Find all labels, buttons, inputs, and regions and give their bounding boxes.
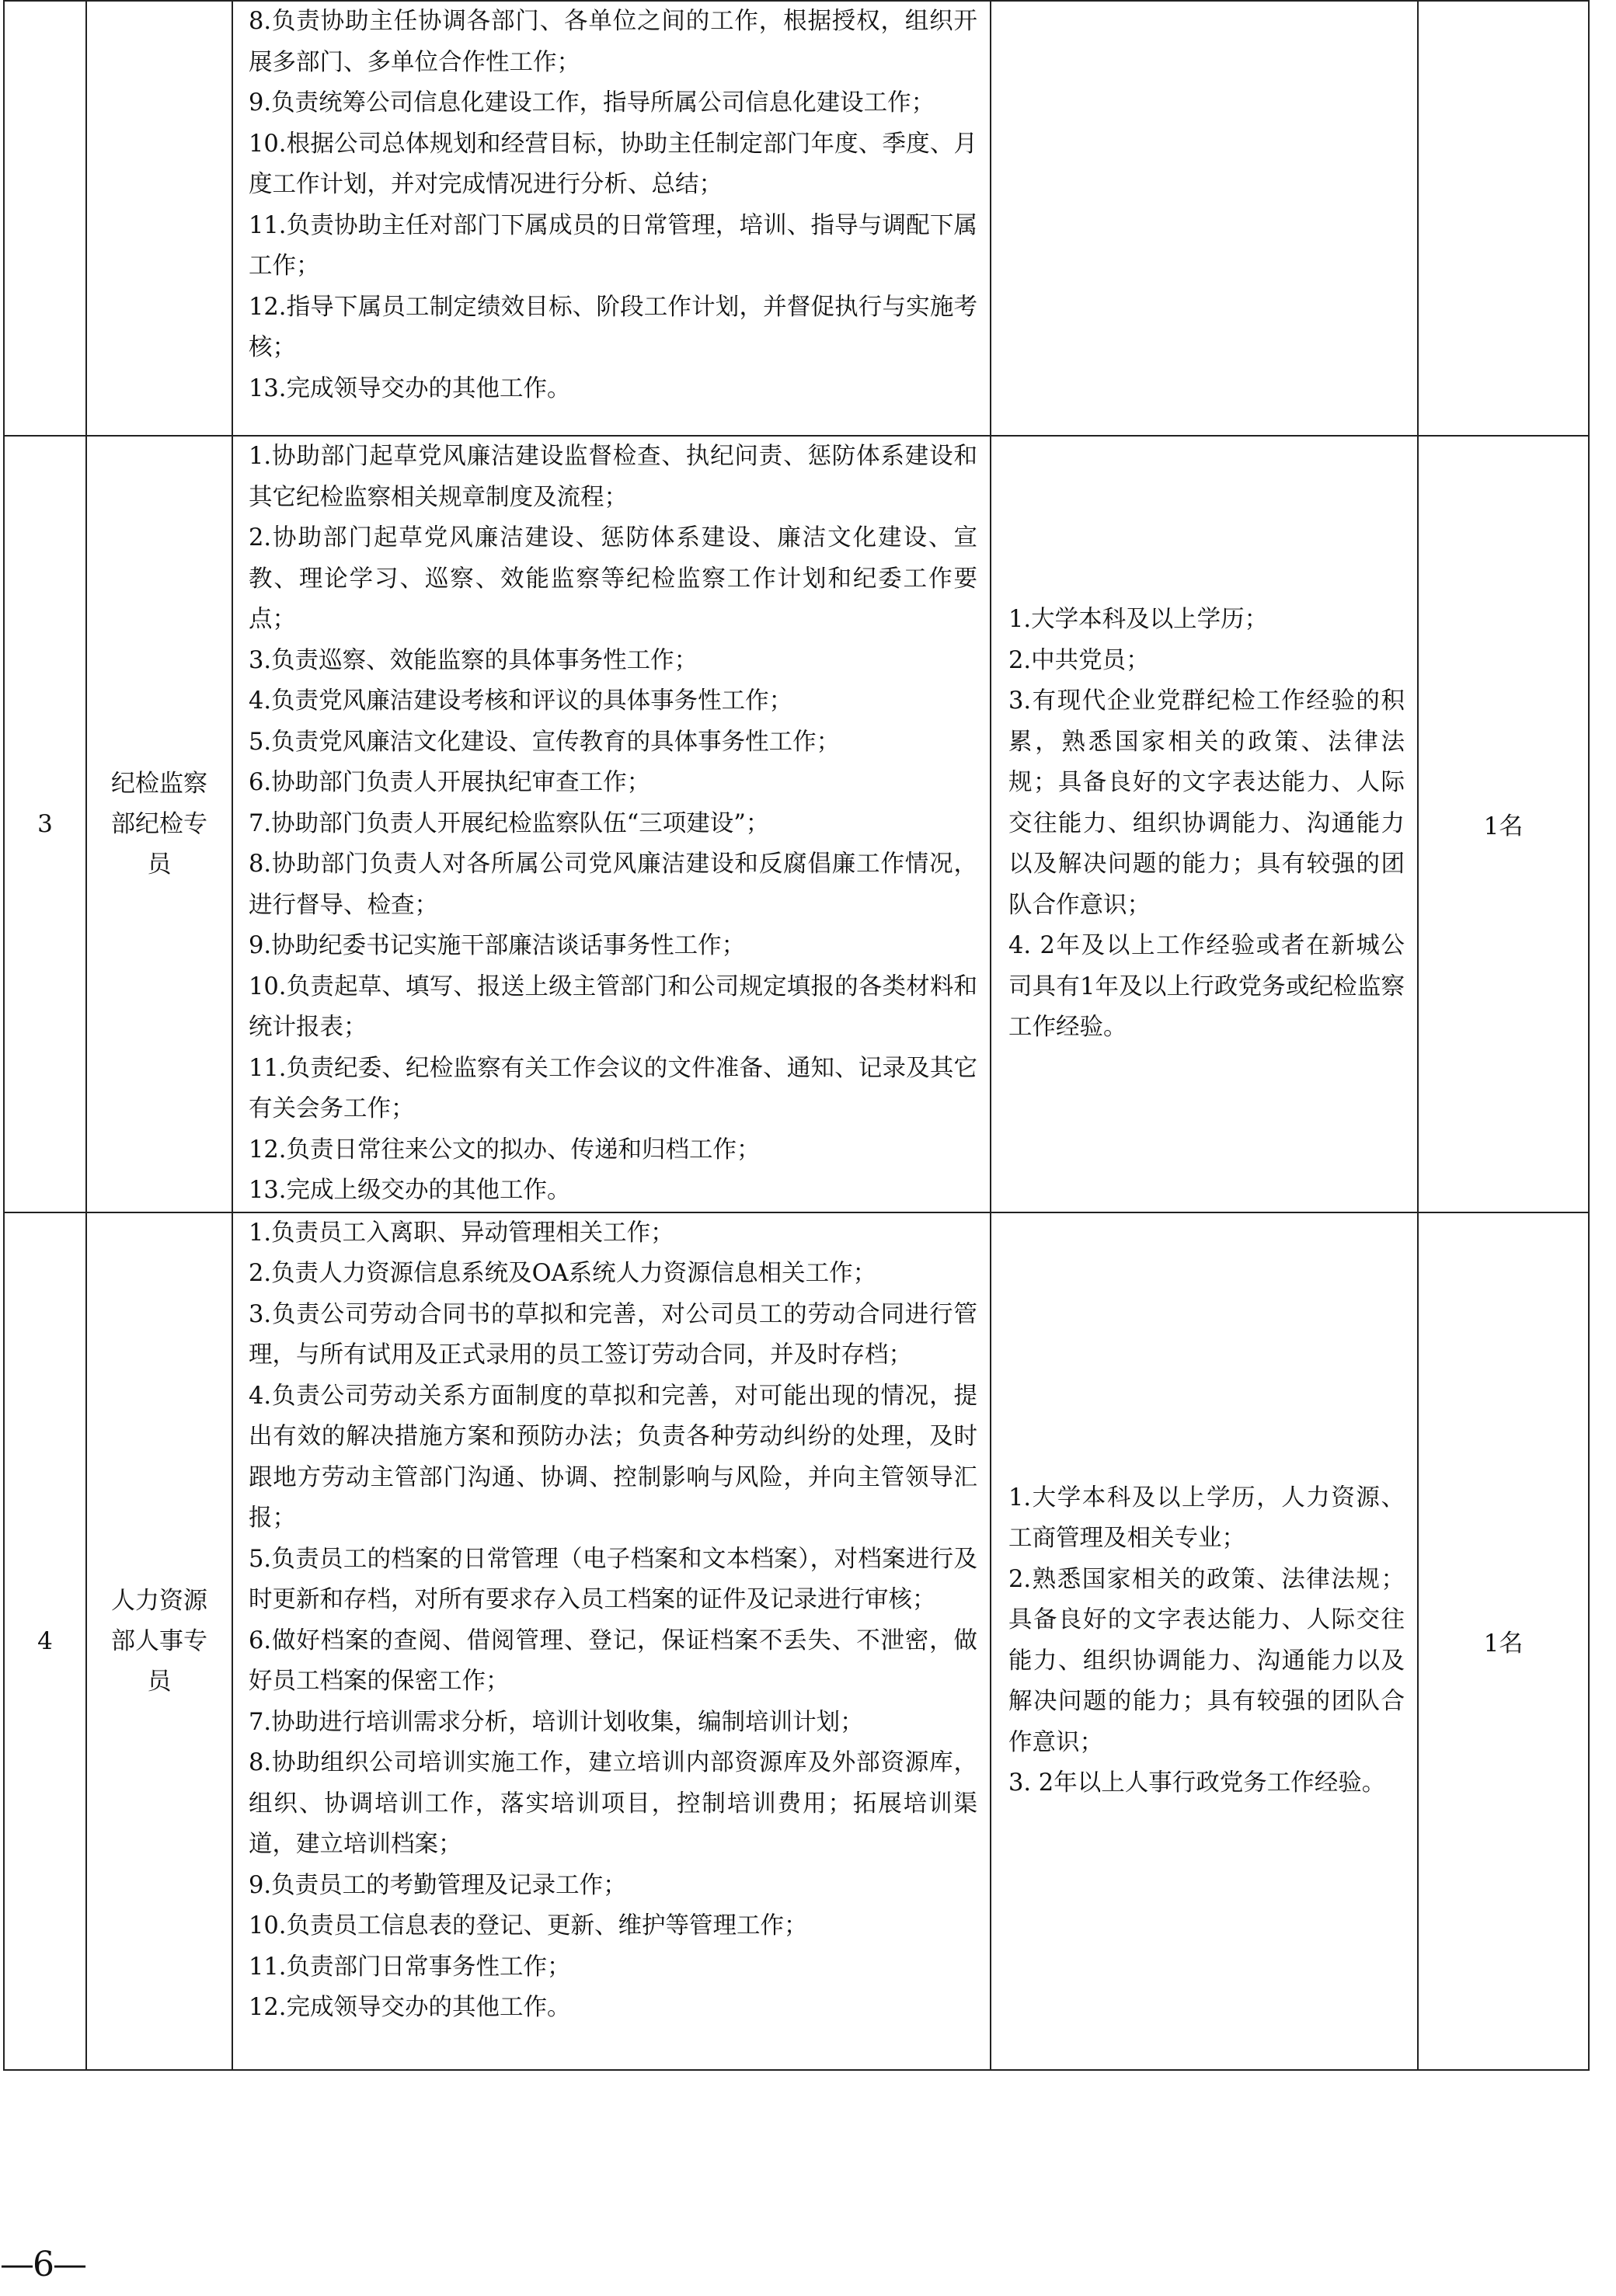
requirement-item: 3. 2年以上人事行政党务工作经验。	[1008, 1769, 1386, 1797]
duty-item: 7.协助部门负责人开展纪检监察队伍“三项建设”；	[249, 809, 770, 837]
row-number: 4	[37, 1626, 53, 1655]
duty-item: 12.负责日常往来公文的拟办、传递和归档工作；	[249, 1136, 761, 1164]
requirements-list	[991, 1478, 1417, 1804]
requirement-item: 1.大学本科及以上学历，人力资源、工商管理及相关专业；	[1008, 1484, 1405, 1552]
duty-item: 6.做好档案的查阅、借阅管理、登记，保证档案不丢失、不泄密，做好员工档案的保密工作；	[249, 1626, 977, 1695]
position-title-cell	[86, 436, 232, 1212]
requirement-item: 4. 2年及以上工作经验或者在新城公司具有1年及以上行政党务或纪检监察工作经验。	[1008, 932, 1405, 1041]
duty-item: 1.协助部门起草党风廉洁建设监督检查、执纪问责、惩防体系建设和其它纪检监察相关规章制度及流程；	[249, 443, 977, 511]
duty-item: 11.负责协助主任对部门下属成员的日常管理，培训、指导与调配下属工作；	[249, 211, 977, 280]
table-row	[4, 1212, 1589, 2070]
headcount-cell	[1418, 1, 1589, 436]
row-number-cell	[4, 436, 86, 1212]
duty-item: 13.完成领导交办的其他工作。	[249, 374, 571, 402]
duties-cell	[232, 436, 991, 1212]
duties-list	[233, 437, 990, 1212]
duty-item: 12.完成领导交办的其他工作。	[249, 1994, 571, 2021]
duty-item: 5.负责员工的档案的日常管理（电子档案和文本档案），对档案进行及时更新和存档，对所有要求存入员工档案的证件及记录进行审核；	[249, 1545, 977, 1613]
table-row	[4, 1, 1589, 436]
duties-cell	[232, 1212, 991, 2070]
duty-item: 13.完成上级交办的其他工作。	[249, 1177, 571, 1204]
position-title: 人力资源部人事专员	[111, 1586, 207, 1696]
duty-item: 7.协助进行培训需求分析，培训计划收集，编制培训计划；	[249, 1708, 864, 1736]
requirement-item: 1.大学本科及以上学历；	[1008, 606, 1269, 633]
headcount: 1名	[1483, 1630, 1524, 1658]
duty-item: 2.协助部门起草党风廉洁建设、惩防体系建设、廉洁文化建设、宣教、理论学习、巡察、效能监察等纪检监察工作计划和纪委工作要点；	[249, 524, 977, 633]
duties-cell	[232, 1, 991, 436]
requirements-list	[991, 600, 1417, 1049]
duty-item: 9.负责统筹公司信息化建设工作，指导所属公司信息化建设工作；	[249, 89, 935, 117]
duty-item: 4.负责公司劳动关系方面制度的草拟和完善，对可能出现的情况，提出有效的解决措施方案和预防办法；负责各种劳动纠纷的处理，及时跟地方劳动主管部门沟通、协调、控制影响与风险，并向主管领导汇报；	[249, 1382, 977, 1532]
requirements-cell	[991, 1, 1418, 436]
duty-item: 10.根据公司总体规划和经营目标，协助主任制定部门年度、季度、月度工作计划，并对完成情况进行分析、总结；	[249, 130, 977, 198]
headcount-cell	[1418, 1212, 1589, 2070]
row-number-cell	[4, 1212, 86, 2070]
duty-item: 9.负责员工的考勤管理及记录工作；	[249, 1871, 627, 1899]
requirement-item: 2.熟悉国家相关的政策、法律法规；具备良好的文字表达能力、人际交往能力、组织协调能力、沟通能力以及解决问题的能力；具有较强的团队合作意识；	[1008, 1565, 1405, 1756]
duty-item: 3.负责公司劳动合同书的草拟和完善，对公司员工的劳动合同进行管理，与所有试用及正式录用的员工签订劳动合同，并及时存档；	[249, 1300, 977, 1369]
page-number: —6—	[0, 2245, 85, 2284]
position-title-cell	[86, 1212, 232, 2070]
duty-item: 4.负责党风廉洁建设考核和评议的具体事务性工作；	[249, 687, 793, 715]
duty-item: 8.协助组织公司培训实施工作，建立培训内部资源库及外部资源库，组织、协调培训工作，落实培训项目，控制培训费用；拓展培训渠道，建立培训档案；	[249, 1749, 977, 1858]
duty-item: 8.协助部门负责人对各所属公司党风廉洁建设和反腐倡廉工作情况，进行督导、检查；	[249, 851, 977, 919]
requirement-item: 2.中共党员；	[1008, 646, 1150, 674]
requirement-item: 3.有现代企业党群纪检工作经验的积累，熟悉国家相关的政策、法律法规；具备良好的文字表达能力、人际交往能力、组织协调能力、沟通能力以及解决问题的能力；具有较强的团队合作意识；	[1008, 687, 1405, 919]
position-title: 纪检监察部纪检专员	[111, 769, 207, 878]
duty-item: 10.负责起草、填写、报送上级主管部门和公司规定填报的各类材料和统计报表；	[249, 972, 977, 1041]
duty-item: 6.协助部门负责人开展执纪审查工作；	[249, 769, 651, 796]
headcount: 1名	[1483, 812, 1524, 841]
duty-item: 8.负责协助主任协调各部门、各单位之间的工作，根据授权，组织开展多部门、多单位合作性工作；	[249, 8, 977, 76]
duties-list	[233, 1213, 990, 2029]
duty-item: 3.负责巡察、效能监察的具体事务性工作；	[249, 646, 698, 674]
table-row	[4, 436, 1589, 1212]
requirements-cell	[991, 1212, 1418, 2070]
duty-item: 9.协助纪委书记实施干部廉洁谈话事务性工作；	[249, 932, 746, 959]
duty-item: 5.负责党风廉洁文化建设、宣传教育的具体事务性工作；	[249, 728, 841, 756]
headcount-cell	[1418, 436, 1589, 1212]
position-title-cell	[86, 1, 232, 436]
row-number: 3	[37, 809, 53, 838]
duty-item: 1.负责员工入离职、异动管理相关工作；	[249, 1219, 674, 1247]
duties-list	[233, 2, 990, 409]
duty-item: 2.负责人力资源信息系统及OA系统人力资源信息相关工作；	[249, 1260, 877, 1287]
duty-item: 11.负责纪委、纪检监察有关工作会议的文件准备、通知、记录及其它有关会务工作；	[249, 1054, 977, 1122]
duty-item: 11.负责部门日常事务性工作；	[249, 1953, 571, 1981]
requirements-cell	[991, 436, 1418, 1212]
duty-item: 12.指导下属员工制定绩效目标、阶段工作计划，并督促执行与实施考核；	[249, 293, 977, 361]
row-number-cell	[4, 1, 86, 436]
duty-item: 10.负责员工信息表的登记、更新、维护等管理工作；	[249, 1912, 808, 1939]
job-table	[3, 0, 1590, 2071]
